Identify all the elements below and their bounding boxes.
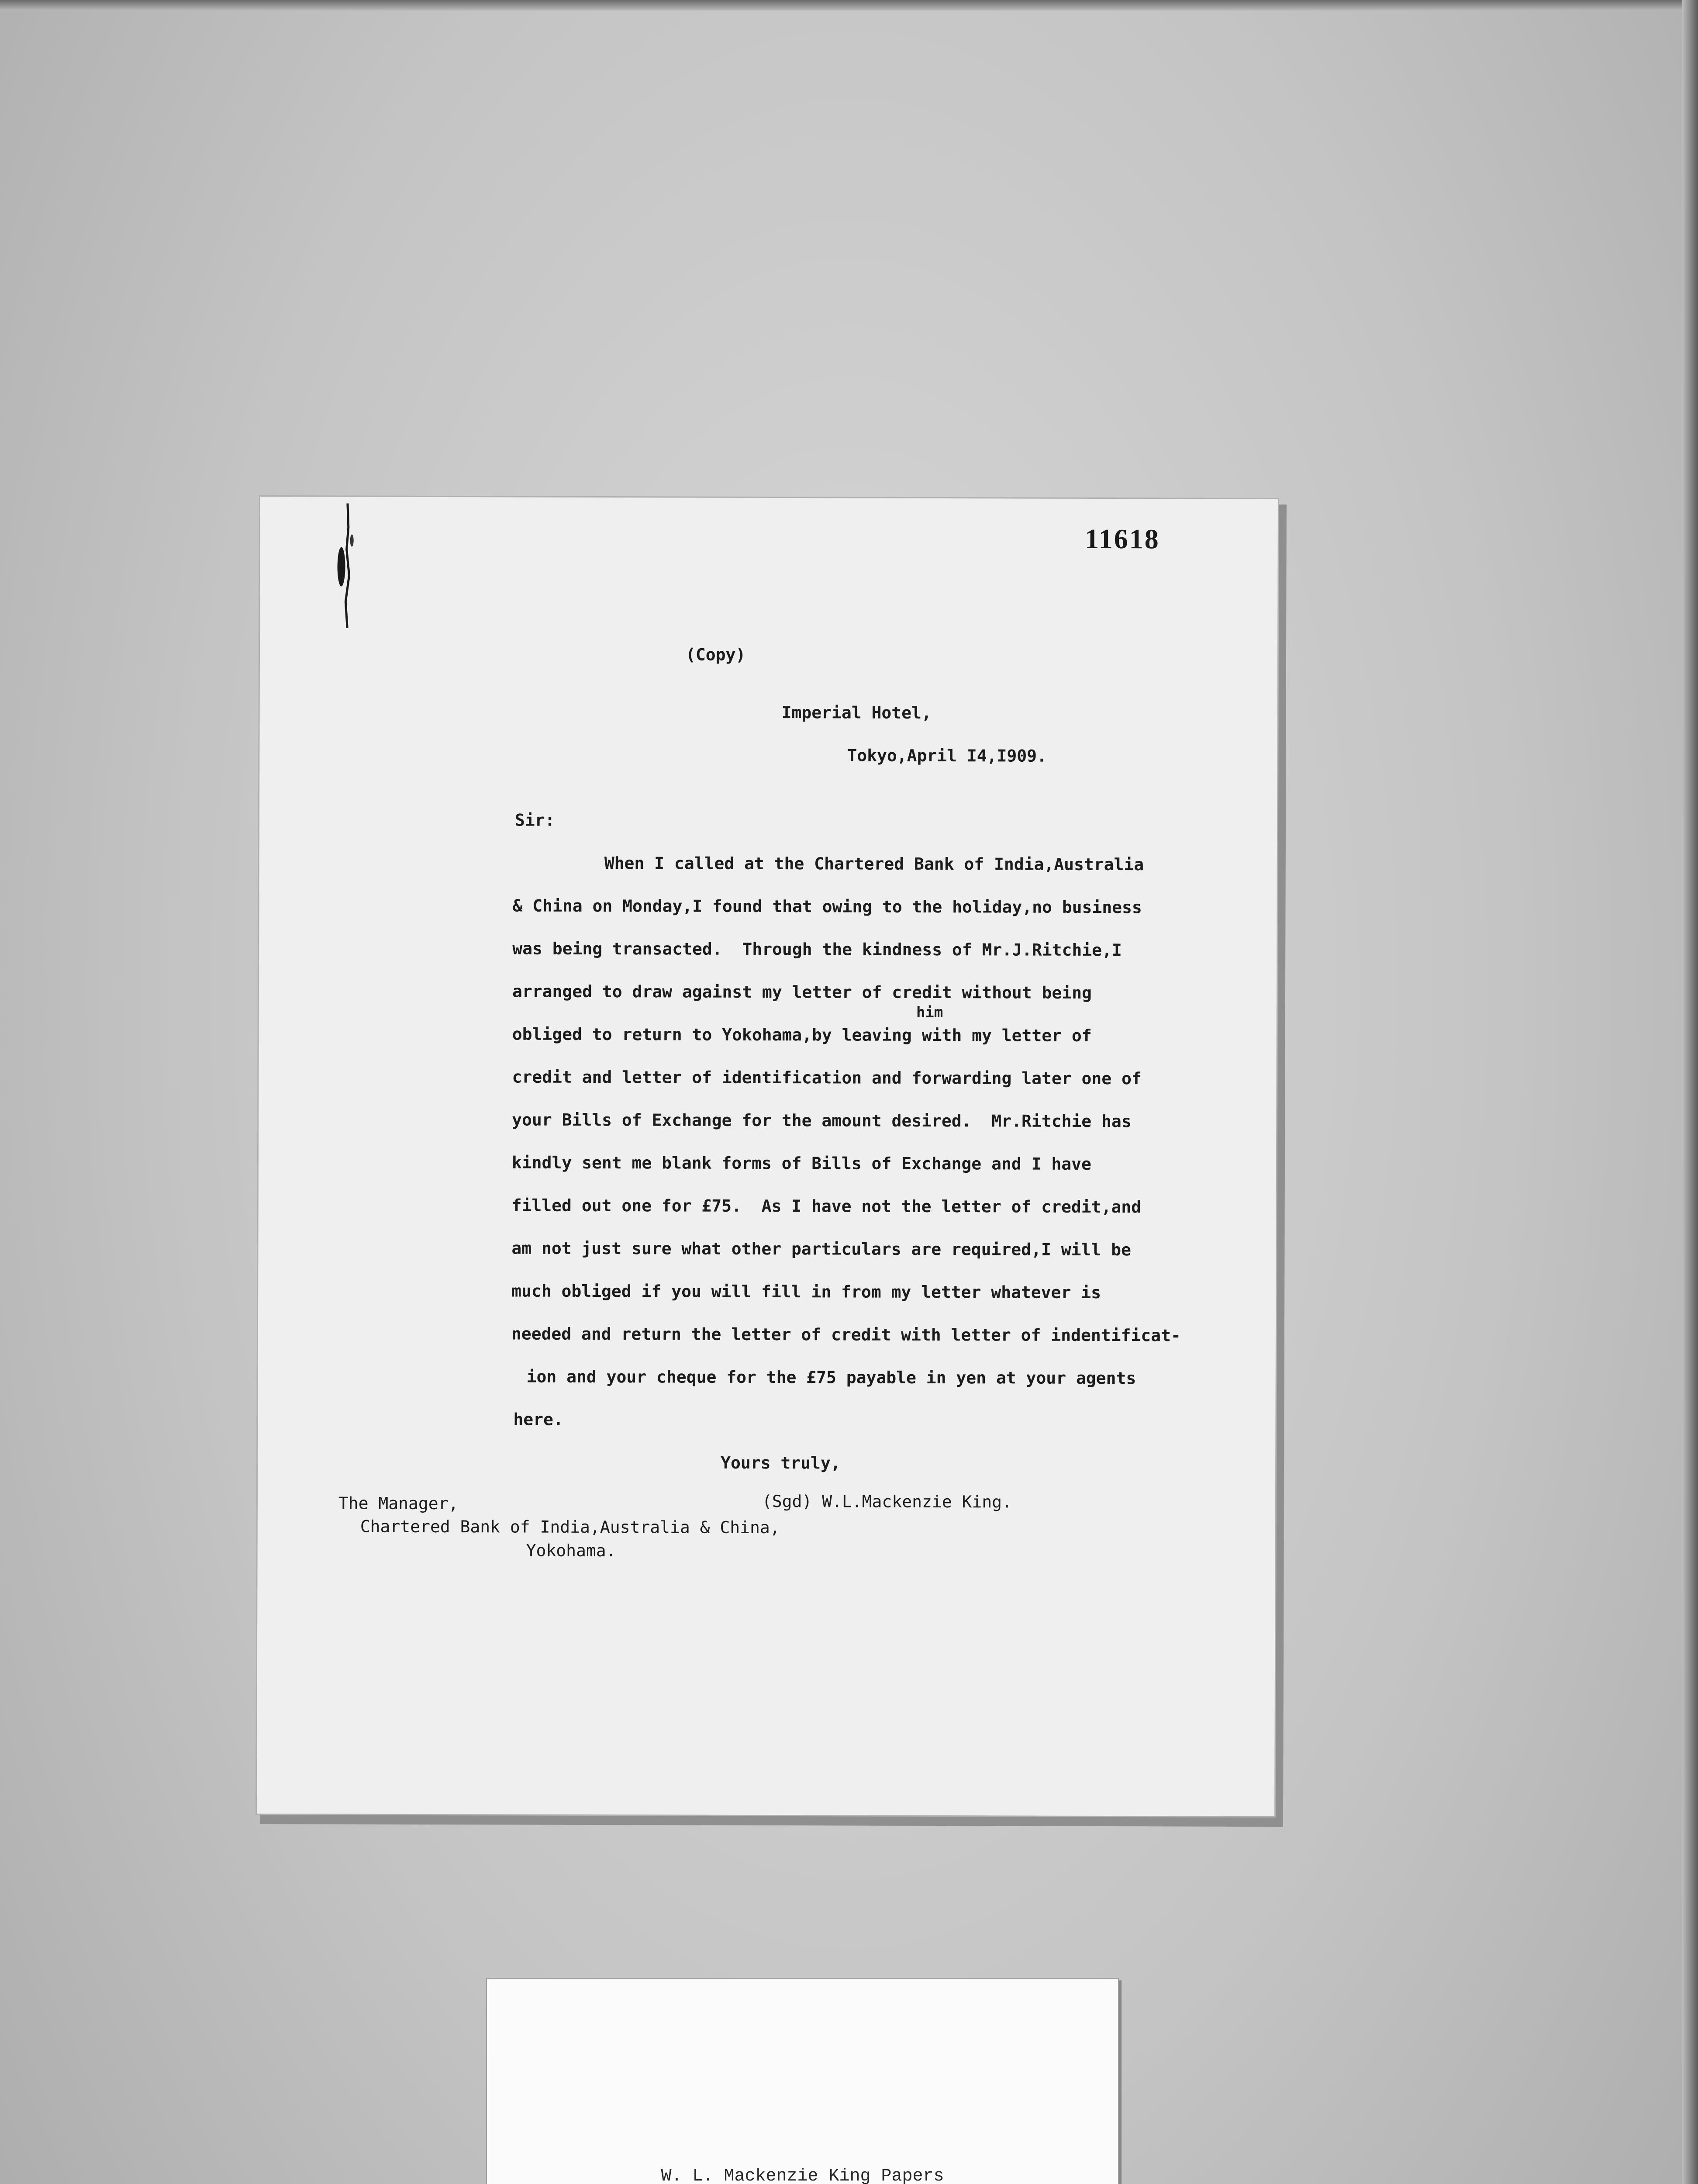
body-line-7: your Bills of Exchange for the amount desired. Mr.Ritchie has: [512, 1110, 1132, 1131]
body-line-5: obliged to return to Yokohama,by leaving with my letter of: [512, 1024, 1092, 1045]
body-line-12: needed and return the letter of credit with letter of indentificat-: [511, 1324, 1181, 1345]
body-line-6: credit and letter of identification and forwarding later one of: [512, 1067, 1142, 1089]
body-line-4: arranged to draw against my letter of credit without being: [512, 981, 1092, 1002]
address-line-hotel: Imperial Hotel,: [781, 703, 932, 722]
punch-marks: [334, 501, 361, 632]
recipient-line-3: Yokohama.: [526, 1541, 616, 1561]
body-line-8: kindly sent me blank forms of Bills of Exchange and I have: [511, 1153, 1091, 1174]
body-line-10: am not just sure what other particulars are required,I will be: [511, 1238, 1131, 1260]
salutation: Sir:: [514, 810, 555, 830]
body-line-11: much obliged if you will fill in from my letter whatever is: [511, 1281, 1101, 1303]
recipient-line-2: Chartered Bank of India,Australia & China,: [360, 1517, 780, 1538]
recipient-line-1: The Manager,: [338, 1493, 459, 1514]
body-line-2: & China on Monday,I found that owing to the holiday,no business: [512, 896, 1142, 917]
address-line-date: Tokyo,April I4,I909.: [847, 746, 1047, 766]
body-line-9: filled out one for £75. As I have not the letter of credit,and: [511, 1196, 1142, 1217]
frame-edge-right: [1682, 0, 1698, 2184]
closing: Yours truly,: [721, 1453, 841, 1473]
interlinear-insert: him: [916, 1003, 943, 1022]
frame-edge-top: [0, 0, 1698, 10]
signature: (Sgd) W.L.Mackenzie King.: [762, 1491, 1012, 1512]
collection-name: W. L. Mackenzie King Papers: [661, 2167, 944, 2184]
letter-sheet: [257, 497, 1278, 1816]
copy-marker: (Copy): [685, 645, 746, 664]
document-number: 11618: [1085, 523, 1160, 555]
body-line-1: When I called at the Chartered Bank of India,Australia: [604, 854, 1144, 874]
body-line-14: here.: [513, 1410, 563, 1429]
body-line-13: ion and your cheque for the £75 payable in yen at your agents: [526, 1367, 1136, 1388]
collection-label-card: [487, 1979, 1118, 2184]
body-line-3: was being transacted. Through the kindness of Mr.J.Ritchie,I: [512, 939, 1122, 960]
